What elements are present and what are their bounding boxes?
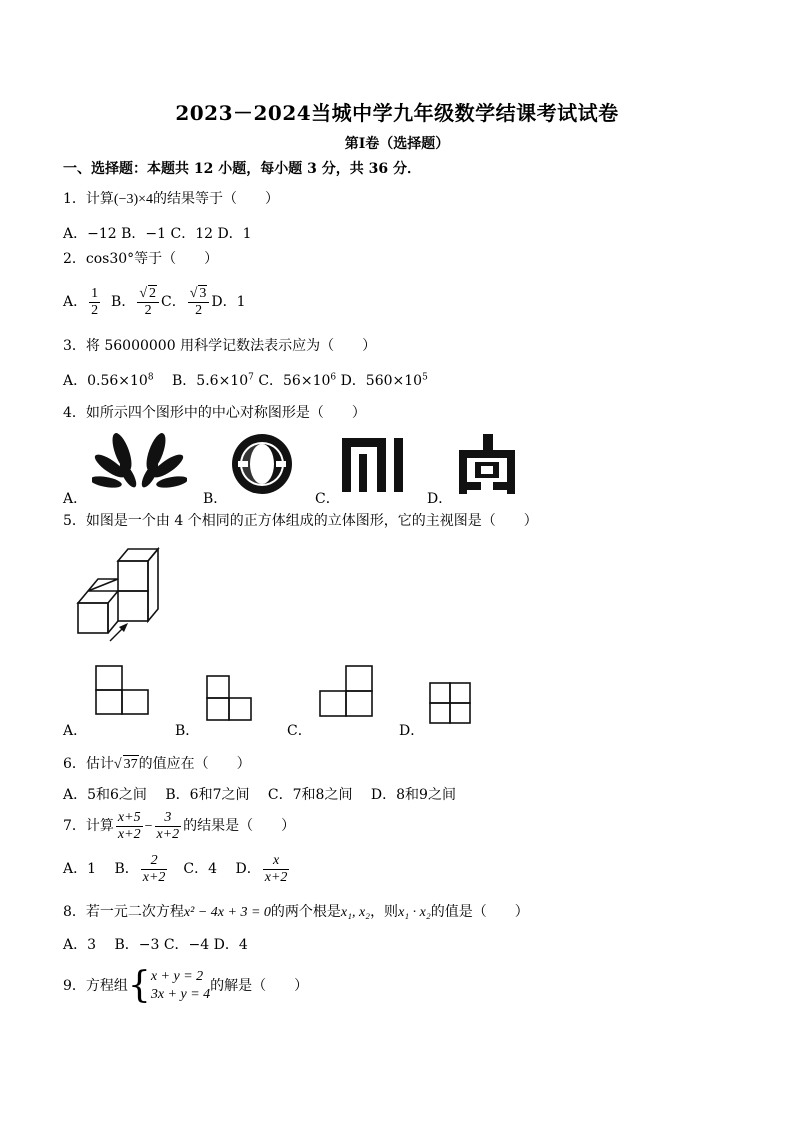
- q3-option-d: D．560×10: [340, 373, 423, 389]
- q7-f1-numerator: x+5: [117, 809, 141, 825]
- q4-figure-d-stamp-logo: [455, 432, 519, 496]
- q7-b-fraction: [141, 853, 168, 886]
- q9-stem-post: 的解是（ ）: [210, 978, 309, 994]
- q7-minus: −: [144, 819, 153, 834]
- q7-stem-post: 的结果是（ ）: [183, 818, 296, 834]
- q2-d-label: D．1: [211, 294, 246, 310]
- q5-label-a: A．: [63, 723, 88, 739]
- q4-label-a: A．: [63, 491, 88, 507]
- q7-fraction-2: [155, 810, 182, 843]
- page-title: 2023－2024当城中学九年级数学结课考试试卷: [175, 101, 619, 125]
- question-7: [63, 808, 295, 845]
- q2-c-label: C．: [161, 294, 186, 310]
- q1-stem-pre: 1．计算: [63, 191, 114, 207]
- q2-a-denominator: 2: [91, 302, 99, 318]
- q7-f2-numerator: 3: [155, 810, 182, 827]
- q5-option-d-view: [428, 681, 474, 727]
- q6-options: A．5和6之间 B．6和7之间 C．7和8之间 D．8和9之间: [63, 787, 456, 803]
- q4-label-d: D．: [427, 491, 453, 507]
- q8-stem-mid: 的两个根是: [270, 904, 341, 920]
- q8-stem-pre: 8．若一元二次方程: [63, 904, 184, 920]
- q2-a-fraction: [89, 286, 100, 319]
- q2-b-denominator: 2: [144, 303, 152, 318]
- q2-a-label: A．: [63, 294, 88, 310]
- q9-equation-2: 3x + y = 4: [150, 987, 211, 1002]
- q5-option-a-view: [93, 664, 151, 718]
- q3-option-d-exp: 5: [422, 372, 428, 383]
- q1-stem-post: 的结果等于（ ）: [153, 191, 280, 207]
- q6-stem-pre: 6．估计: [63, 756, 114, 772]
- question-9: [63, 966, 308, 1006]
- q6-radicand: 37: [123, 757, 138, 772]
- q8-product: x₁ · x₂: [398, 905, 431, 920]
- q5-option-c-view: [316, 664, 376, 720]
- q3-option-b: B．5.6×10: [172, 373, 249, 389]
- q5-label-d: D．: [399, 723, 425, 739]
- q2-b-fraction: $\frac{√ 2}{2}$: [137, 285, 159, 319]
- q7-f1-denominator: x+2: [117, 826, 141, 842]
- q3-option-a: A．0.56×10: [63, 373, 148, 389]
- q1-options: A．−12 B．−1 C．12 D．1: [63, 226, 252, 242]
- q2-c-fraction: $\frac{√ 3}{2}$: [188, 285, 210, 319]
- q4-figure-c-mi-logo: [340, 436, 408, 494]
- q2-c-radicand: 3: [199, 286, 207, 301]
- q7-stem-pre: 7．计算: [63, 818, 114, 834]
- q7-f2-denominator: x+2: [156, 826, 180, 842]
- q5-label-c: C．: [287, 723, 312, 739]
- q7-options-cd: C．4 D．: [169, 861, 261, 877]
- q4-label-b: B．: [203, 491, 228, 507]
- q8-options: A．3 B．−3 C．−4 D．4: [63, 937, 248, 953]
- q2-c-denominator: 2: [195, 303, 203, 318]
- q3-options: [63, 372, 428, 390]
- q6-stem-post: 的值应在（ ）: [138, 756, 251, 772]
- q8-equation: x² − 4x + 3 = 0: [183, 905, 271, 920]
- q8-stem-post: 的值是（ ）: [430, 904, 529, 920]
- q3-option-c-exp: 6: [330, 372, 337, 383]
- q9-left-brace: {: [127, 965, 151, 1006]
- question-3: 3．将 56000000 用科学记数法表示应为（ ）: [63, 338, 377, 354]
- q7-b-numerator: 2: [141, 853, 168, 870]
- q9-stem-pre: 9．方程组: [63, 978, 128, 994]
- q4-label-c: C．: [315, 491, 340, 507]
- page-subtitle: 第Ⅰ卷（选择题）: [344, 136, 450, 152]
- q9-system: [151, 968, 210, 1004]
- q4-figure-b-ring-logo: [228, 430, 296, 498]
- question-8: [63, 903, 529, 922]
- q2-a-numerator: 1: [91, 285, 99, 301]
- q7-d-fraction: [263, 853, 290, 886]
- question-6: 6．估计√ 37的值应在（ ）: [63, 756, 251, 772]
- question-4: 4．如所示四个图形中的中心对称图形是（ ）: [63, 405, 366, 421]
- q1-expression: (−3)×4: [113, 192, 154, 207]
- q3-option-b-exp: 7: [248, 372, 254, 383]
- q7-options-ab: A．1 B．: [63, 861, 139, 877]
- q4-figure-a-petal-logo: [92, 430, 187, 498]
- section-heading: 一、选择题：本题共 12 小题，每小题 3 分，共 36 分．: [63, 161, 421, 177]
- q9-equation-1: x + y = 2: [150, 969, 204, 984]
- q7-d-numerator: x: [263, 853, 290, 870]
- question-5: 5．如图是一个由 4 个相同的正方体组成的立体图形，它的主视图是（ ）: [63, 513, 538, 529]
- q2-b-radicand: 2: [149, 286, 157, 301]
- q7-b-denominator: x+2: [142, 869, 166, 885]
- q8-roots: x₁, x₂: [340, 905, 371, 920]
- q5-cube-stack-figure: [72, 545, 172, 645]
- q7-fraction-1: [116, 810, 143, 843]
- question-2: 2．cos30°等于（ ）: [63, 251, 219, 267]
- q3-option-c: C．56×10: [258, 373, 331, 389]
- q3-option-a-exp: 8: [147, 372, 154, 383]
- q5-option-b-view: [204, 674, 256, 722]
- q2-b-label: B．: [111, 294, 136, 310]
- q5-label-b: B．: [175, 723, 200, 739]
- q7-d-denominator: x+2: [264, 869, 288, 885]
- question-1: [63, 190, 279, 209]
- q7-options: [63, 851, 291, 887]
- q8-stem-mid2: ，则: [370, 904, 399, 920]
- q2-options: [63, 284, 246, 320]
